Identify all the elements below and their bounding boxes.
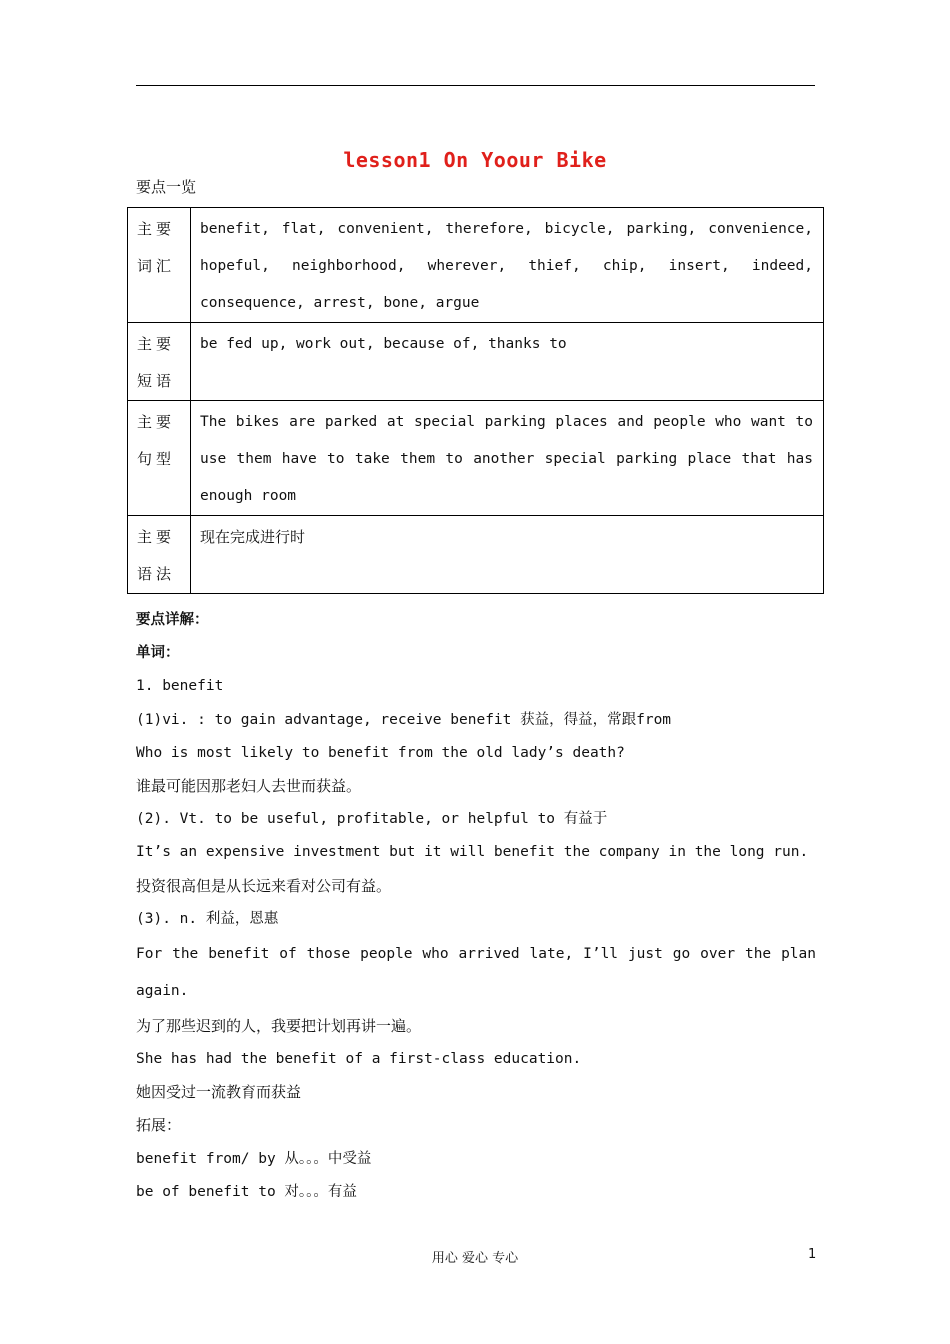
sense2-example-zh: 投资很高但是从长远来看对公司有益。 xyxy=(136,876,392,895)
row-label-line1: 主要 xyxy=(137,335,176,353)
details-heading: 要点详解： xyxy=(136,612,209,628)
row-content-vocabulary: benefit, flat, convenient, therefore, bicycle, parking, convenience, hopeful, neighborhood, wherever, thief, chip, insert, indeed, consequence, arrest, bone, argue xyxy=(191,208,824,323)
sense3-definition: (3). n. 利益，恩惠 xyxy=(136,910,279,927)
row-label xyxy=(128,401,191,516)
extension-item-2: be of benefit to 对。。。有益 xyxy=(136,1183,357,1200)
row-label-line1: 主要 xyxy=(137,413,176,431)
sense3-example2-zh: 她因受过一流教育而获益 xyxy=(136,1083,302,1102)
summary-table xyxy=(127,207,824,594)
row-content-phrases: be fed up, work out, because of, thanks to xyxy=(191,323,824,401)
page-number: 1 xyxy=(808,1247,817,1262)
row-label-line2: 短语 xyxy=(137,372,176,390)
row-content-sentence: The bikes are parked at special parking places and people who want to use them have to take them to another special parking place that has enough room xyxy=(191,401,824,516)
row-label xyxy=(128,208,191,323)
footer-motto: 用心 爱心 专心 xyxy=(431,1251,519,1266)
row-label-line2: 句型 xyxy=(137,450,176,468)
sense3-example1-en: For the benefit of those people who arrived late, I’ll just go over the plan again. xyxy=(136,945,816,999)
table-row-vocabulary xyxy=(128,208,824,323)
table-row-phrases xyxy=(128,323,824,401)
extension-label: 拓展： xyxy=(136,1116,182,1135)
details-section xyxy=(136,604,816,1209)
words-subheading: 单词： xyxy=(136,645,180,662)
sense1-example-en: Who is most likely to benefit from the old lady’s death? xyxy=(136,744,625,761)
row-label xyxy=(128,323,191,401)
lesson-title: lesson1 On Yoour Bike xyxy=(343,148,607,172)
row-label xyxy=(128,516,191,594)
table-row-sentence xyxy=(128,401,824,516)
extension-item-1: benefit from/ by 从。。。中受益 xyxy=(136,1150,372,1167)
row-label-line2: 词汇 xyxy=(137,257,176,275)
row-label-line2: 语法 xyxy=(137,565,176,583)
word-entry-title: 1. benefit xyxy=(136,678,224,695)
sense3-example2-en: She has had the benefit of a first-class education. xyxy=(136,1051,582,1068)
sense1-definition: (1)vi. : to gain advantage, receive benefit 获益，得益，常跟from xyxy=(136,711,672,728)
row-label-line1: 主要 xyxy=(137,528,176,546)
sense2-definition: (2). Vt. to be useful, profitable, or helpful to 有益于 xyxy=(136,811,608,828)
header-rule xyxy=(136,85,815,86)
sense2-example-en: It’s an expensive investment but it will benefit the company in the long run. xyxy=(136,844,809,861)
row-label-line1: 主要 xyxy=(137,220,176,238)
table-row-grammar xyxy=(128,516,824,594)
sense1-example-zh: 谁最可能因那老妇人去世而获益。 xyxy=(136,776,362,795)
sense3-example1-zh: 为了那些迟到的人，我要把计划再讲一遍。 xyxy=(136,1016,422,1035)
row-content-grammar: 现在完成进行时 xyxy=(191,516,824,594)
overview-heading: 要点一览 xyxy=(136,178,197,196)
